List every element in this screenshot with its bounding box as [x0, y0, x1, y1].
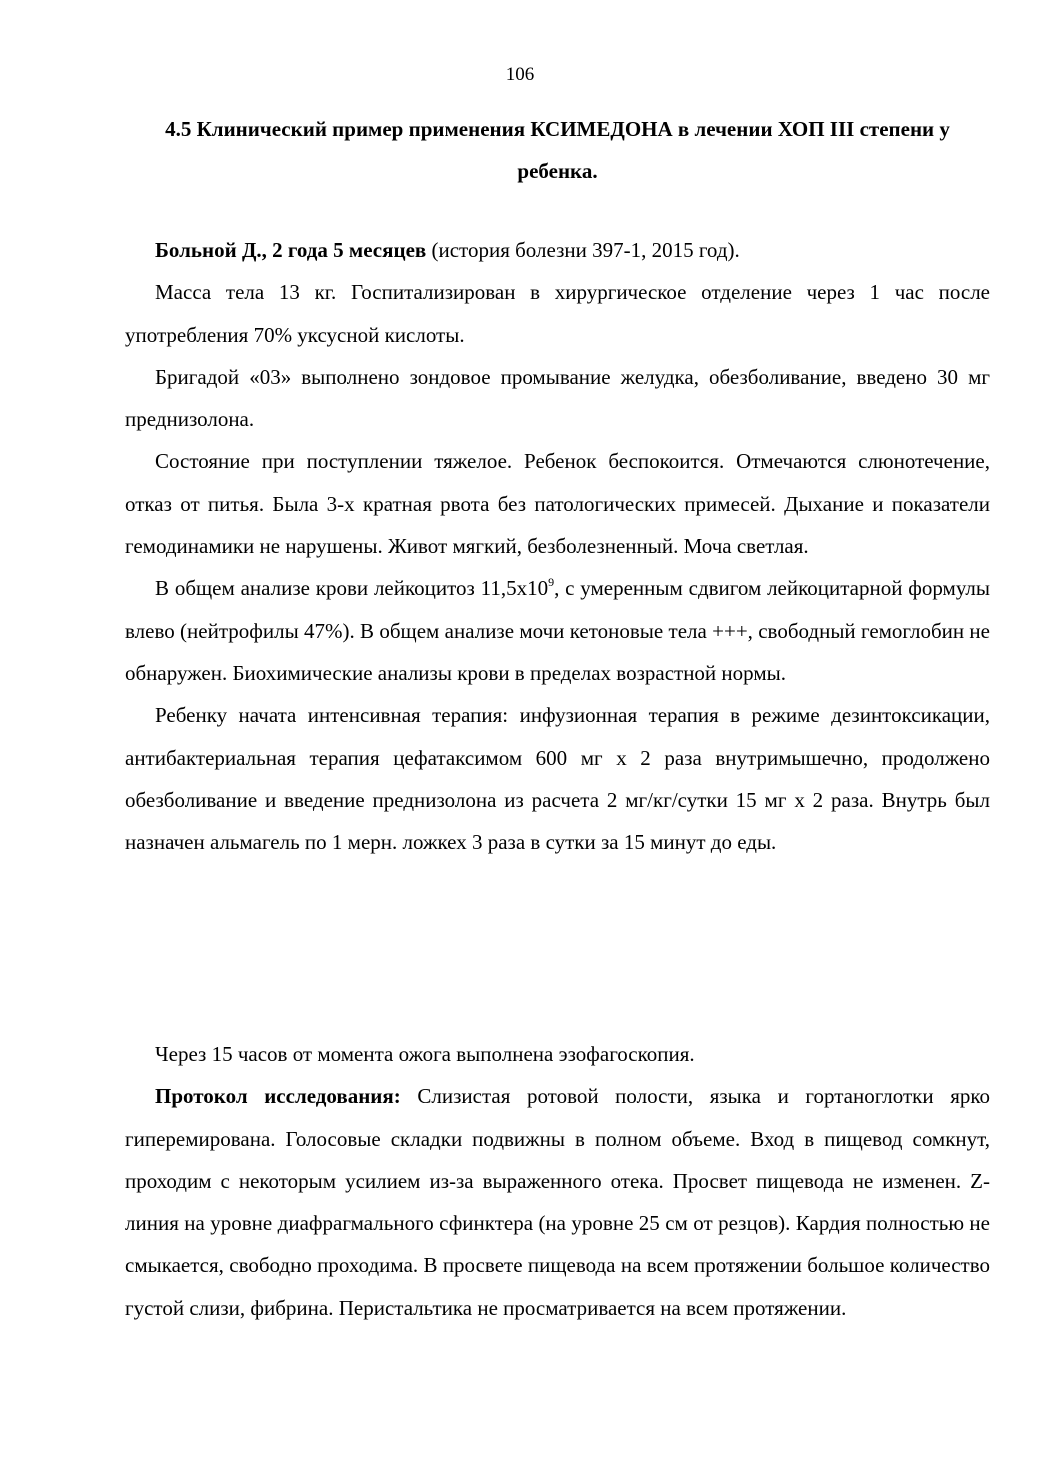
paragraph-endoscopy: Через 15 часов от момента ожога выполнена эзофагоскопия.	[155, 1042, 695, 1066]
protocol-label: Протокол исследования:	[155, 1084, 401, 1109]
exponent: 9	[548, 575, 555, 590]
paragraph-therapy: Ребенку начата интенсивная терапия: инфузионная терапия в режиме дезинтоксикации, антибактериальная терапия цефатаксимом 600 мг х 2 раза внутримышечно, продолжено обезболивание и введение преднизолона из расчета 2 мг/кг/сутки 15 мг х 2 раза. Внутрь был назначен альмагель по 1 мерн. ложкех 3 раза в сутки за 15 минут до еды.	[125, 703, 990, 855]
protocol-text: Слизистая ротовой полости, языка и гортаноглотки ярко гиперемирована. Голосовые складки подвижны в полном объеме. Вход в пищевод сомкнут, проходим с некоторым усилием из-за выраженного отека. Просвет пищевода не изменен. Z-линия на уровне диафрагмального сфинктера (на уровне 25 см от резцов). Кардия полностью не смыкается, свободно проходима. В просвете пищевода на всем протяжении большое количество густой слизи, фибрина. Перистальтика не просматривается на всем протяжении.	[125, 1084, 990, 1320]
case-description	[125, 229, 990, 863]
history-note: (история болезни 397-1, 2015 год).	[426, 238, 740, 262]
paragraph-admission-state: Состояние при поступлении тяжелое. Ребенок беспокоится. Отмечаются слюнотечение, отказ от питья. Была 3-х кратная рвота без патологических примесей. Дыхание и показатели гемодинамики не нарушены. Живот мягкий, безболезненный. Моча светлая.	[125, 449, 990, 559]
patient-name: Больной Д., 2 года 5 месяцев	[155, 238, 427, 262]
paragraph-weight: Масса тела 13 кг. Госпитализирован в хирургическое отделение через 1 час после употребления 70% уксусной кислоты.	[125, 280, 990, 347]
blood-test-start: В общем анализе крови лейкоцитоз 11,5х10	[155, 576, 549, 601]
page-number: 106	[505, 64, 535, 85]
paragraph-blood-test	[125, 567, 990, 694]
paragraph-ambulance: Бригадой «03» выполнено зондовое промывание желудка, обезболивание, введено 30 мг преднизолона.	[125, 364, 990, 432]
paragraph-protocol	[125, 1075, 990, 1329]
endoscopy-description	[125, 1033, 990, 1329]
patient-line	[125, 229, 990, 271]
section-heading: 4.5 Клинический пример применения КСИМЕДОНА в лечении ХОП III степени у ребенка.	[165, 117, 950, 183]
blood-test-rest: , с умеренным сдвигом лейкоцитарной формулы влево (нейтрофилы 47%). В общем анализе мочи кетоновые тела +++, свободный гемоглобин не обнаружен. Биохимические анализы крови в пределах возрастной нормы.	[125, 576, 990, 685]
